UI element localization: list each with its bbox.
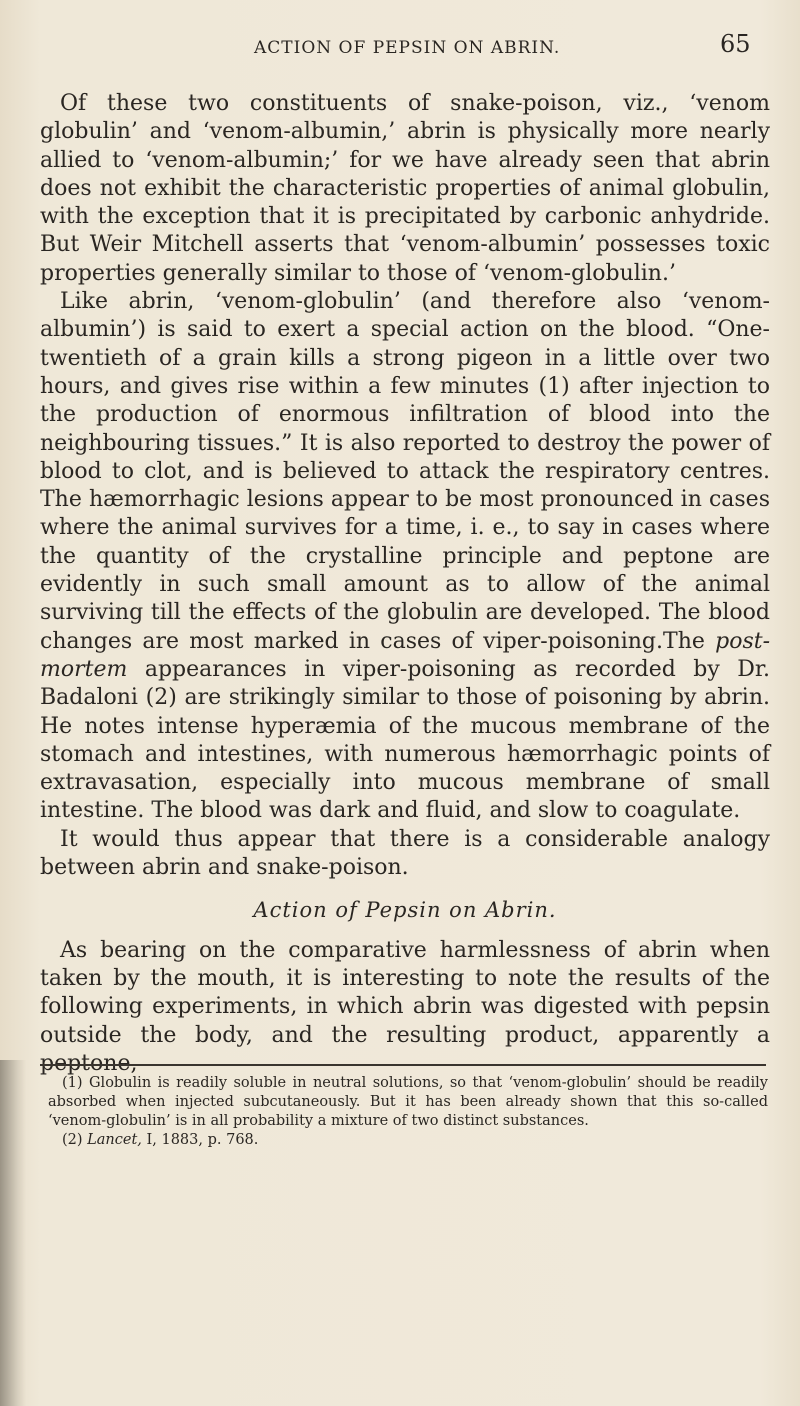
paragraph-text: The [663, 628, 716, 654]
section-heading: Action of Pepsin on Abrin. [253, 898, 557, 923]
body-text [40, 90, 770, 1078]
running-head-title: ACTION OF PEPSIN ON ABRIN. [254, 38, 561, 58]
paragraph-analogy: It would thus appear that there is a considerable analogy between abrin and snake-poison. [40, 826, 770, 881]
paragraph-text: It is also reported to destroy the power of blood to clot, and is believed to attack the respiratory centres. The hæmorrhagic lesions appear to be most pronounced in cases where the animal survives for a time, i. e., to say in cases where the quantity of the crystalline principle and peptone are evidently in such small amount as to allow of the animal surviving till the effects of the globulin are developed. The blood changes are most marked in cases of viper-poisoning. [40, 430, 770, 654]
footnote-divider [40, 1064, 766, 1066]
footnote-source: Lancet, [87, 1132, 142, 1148]
page-edge-shadow [0, 1060, 26, 1406]
footnote-citation: I, 1883, p. 768. [141, 1132, 259, 1148]
running-head [0, 30, 800, 66]
footnote-label: (2) [62, 1132, 88, 1148]
page-number: 65 [720, 30, 751, 58]
footnote-2 [48, 1131, 768, 1150]
paragraph-venom-globulin-action [40, 288, 770, 826]
paragraph-snake-poison-constituents: Of these two constituents of snake-poison, viz., ‘venom globulin’ and ‘venom-albumin,’ abrin is physically more nearly allied to ‘venom-albumin;’ for we have already seen that abrin does not exhibit the characteristic properties of animal globulin, with the exception that it is precipitated by carbonic anhydride. But Weir Mitchell asserts that ‘venom-albumin’ possesses toxic properties generally similar to those of ‘venom-globulin.’ [40, 91, 770, 286]
italic-term: post-mortem [40, 628, 771, 682]
paragraph-text: Like abrin, ‘venom-globulin’ (and therefore also ‘venom-albumin’) is said to exert a special action on the blood. “One-twentieth of a grain kills a strong pigeon in a little over two hours, and gives rise within a few minutes (1) after injection to the production of enormous infiltration of blood into the neighbouring tissues.” [40, 289, 770, 456]
paragraph-pepsin-experiments: As bearing on the comparative harmlessness of abrin when taken by the mouth, it is interesting to note the results of the following experiments, in which abrin was digested with pepsin outside the body, and the resulting product, apparently a peptone, [40, 937, 770, 1076]
footnotes [48, 1074, 768, 1150]
footnote-1: (1) Globulin is readily soluble in neutral solutions, so that ‘venom-globulin’ should be readily absorbed when injected subcutaneously. But it has been already shown that this so-called ‘venom-globulin’ is in all probability a mixture of two distinct substances. [48, 1075, 768, 1129]
paragraph-text: appearances in viper-poisoning as recorded by Dr. Badaloni (2) are strikingly similar to those of poisoning by abrin. He notes intense hyperæmia of the mucous membrane of the stomach and intestines, with numerous hæmorrhagic points of extravasation, especially into mucous membrane of small intestine. The blood was dark and fluid, and slow to coagulate. [40, 656, 770, 824]
